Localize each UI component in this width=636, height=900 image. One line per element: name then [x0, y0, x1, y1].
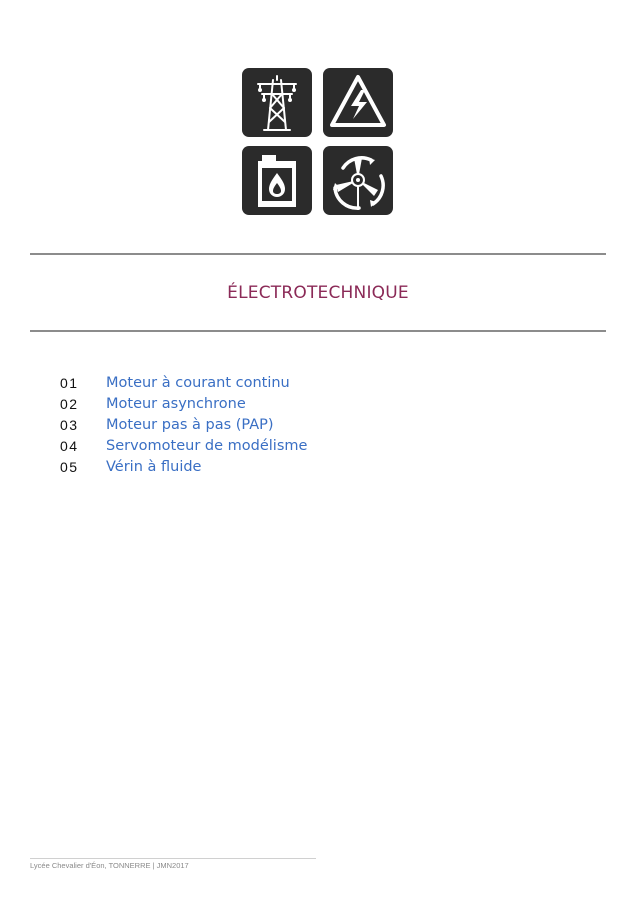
- toc-item[interactable]: [60, 393, 307, 414]
- toc-number: 05: [60, 458, 79, 475]
- toc-link[interactable]: Moteur pas à pas (PAP): [106, 416, 274, 433]
- toc-link[interactable]: Vérin à fluide: [106, 458, 202, 475]
- toc-number: 03: [60, 416, 79, 433]
- toc-link[interactable]: Moteur à courant continu: [106, 374, 290, 391]
- footer-text: Lycée Chevalier d'Éon, TONNERRE | JMN2017: [30, 861, 189, 870]
- toc-item[interactable]: [60, 372, 307, 393]
- toc-number: 02: [60, 395, 79, 412]
- toc-link[interactable]: Servomoteur de modélisme: [106, 437, 308, 454]
- wind-turbine-icon: [323, 146, 393, 215]
- header-logo-grid: [242, 68, 394, 216]
- toc-link[interactable]: Moteur asynchrone: [106, 395, 246, 412]
- toc-item[interactable]: [60, 456, 307, 477]
- footer-divider: [30, 858, 316, 859]
- toc-number: 04: [60, 437, 79, 454]
- fuel-canister-icon: [242, 146, 312, 215]
- toc-item[interactable]: [60, 435, 307, 456]
- toc-number: 01: [60, 374, 79, 391]
- toc-item[interactable]: [60, 414, 307, 435]
- power-pylon-icon: [242, 68, 312, 137]
- table-of-contents: [60, 372, 307, 477]
- high-voltage-warning-icon: [323, 68, 393, 137]
- top-divider: [30, 253, 606, 255]
- bottom-divider: [30, 330, 606, 332]
- page-title: ÉLECTROTECHNIQUE: [227, 283, 409, 303]
